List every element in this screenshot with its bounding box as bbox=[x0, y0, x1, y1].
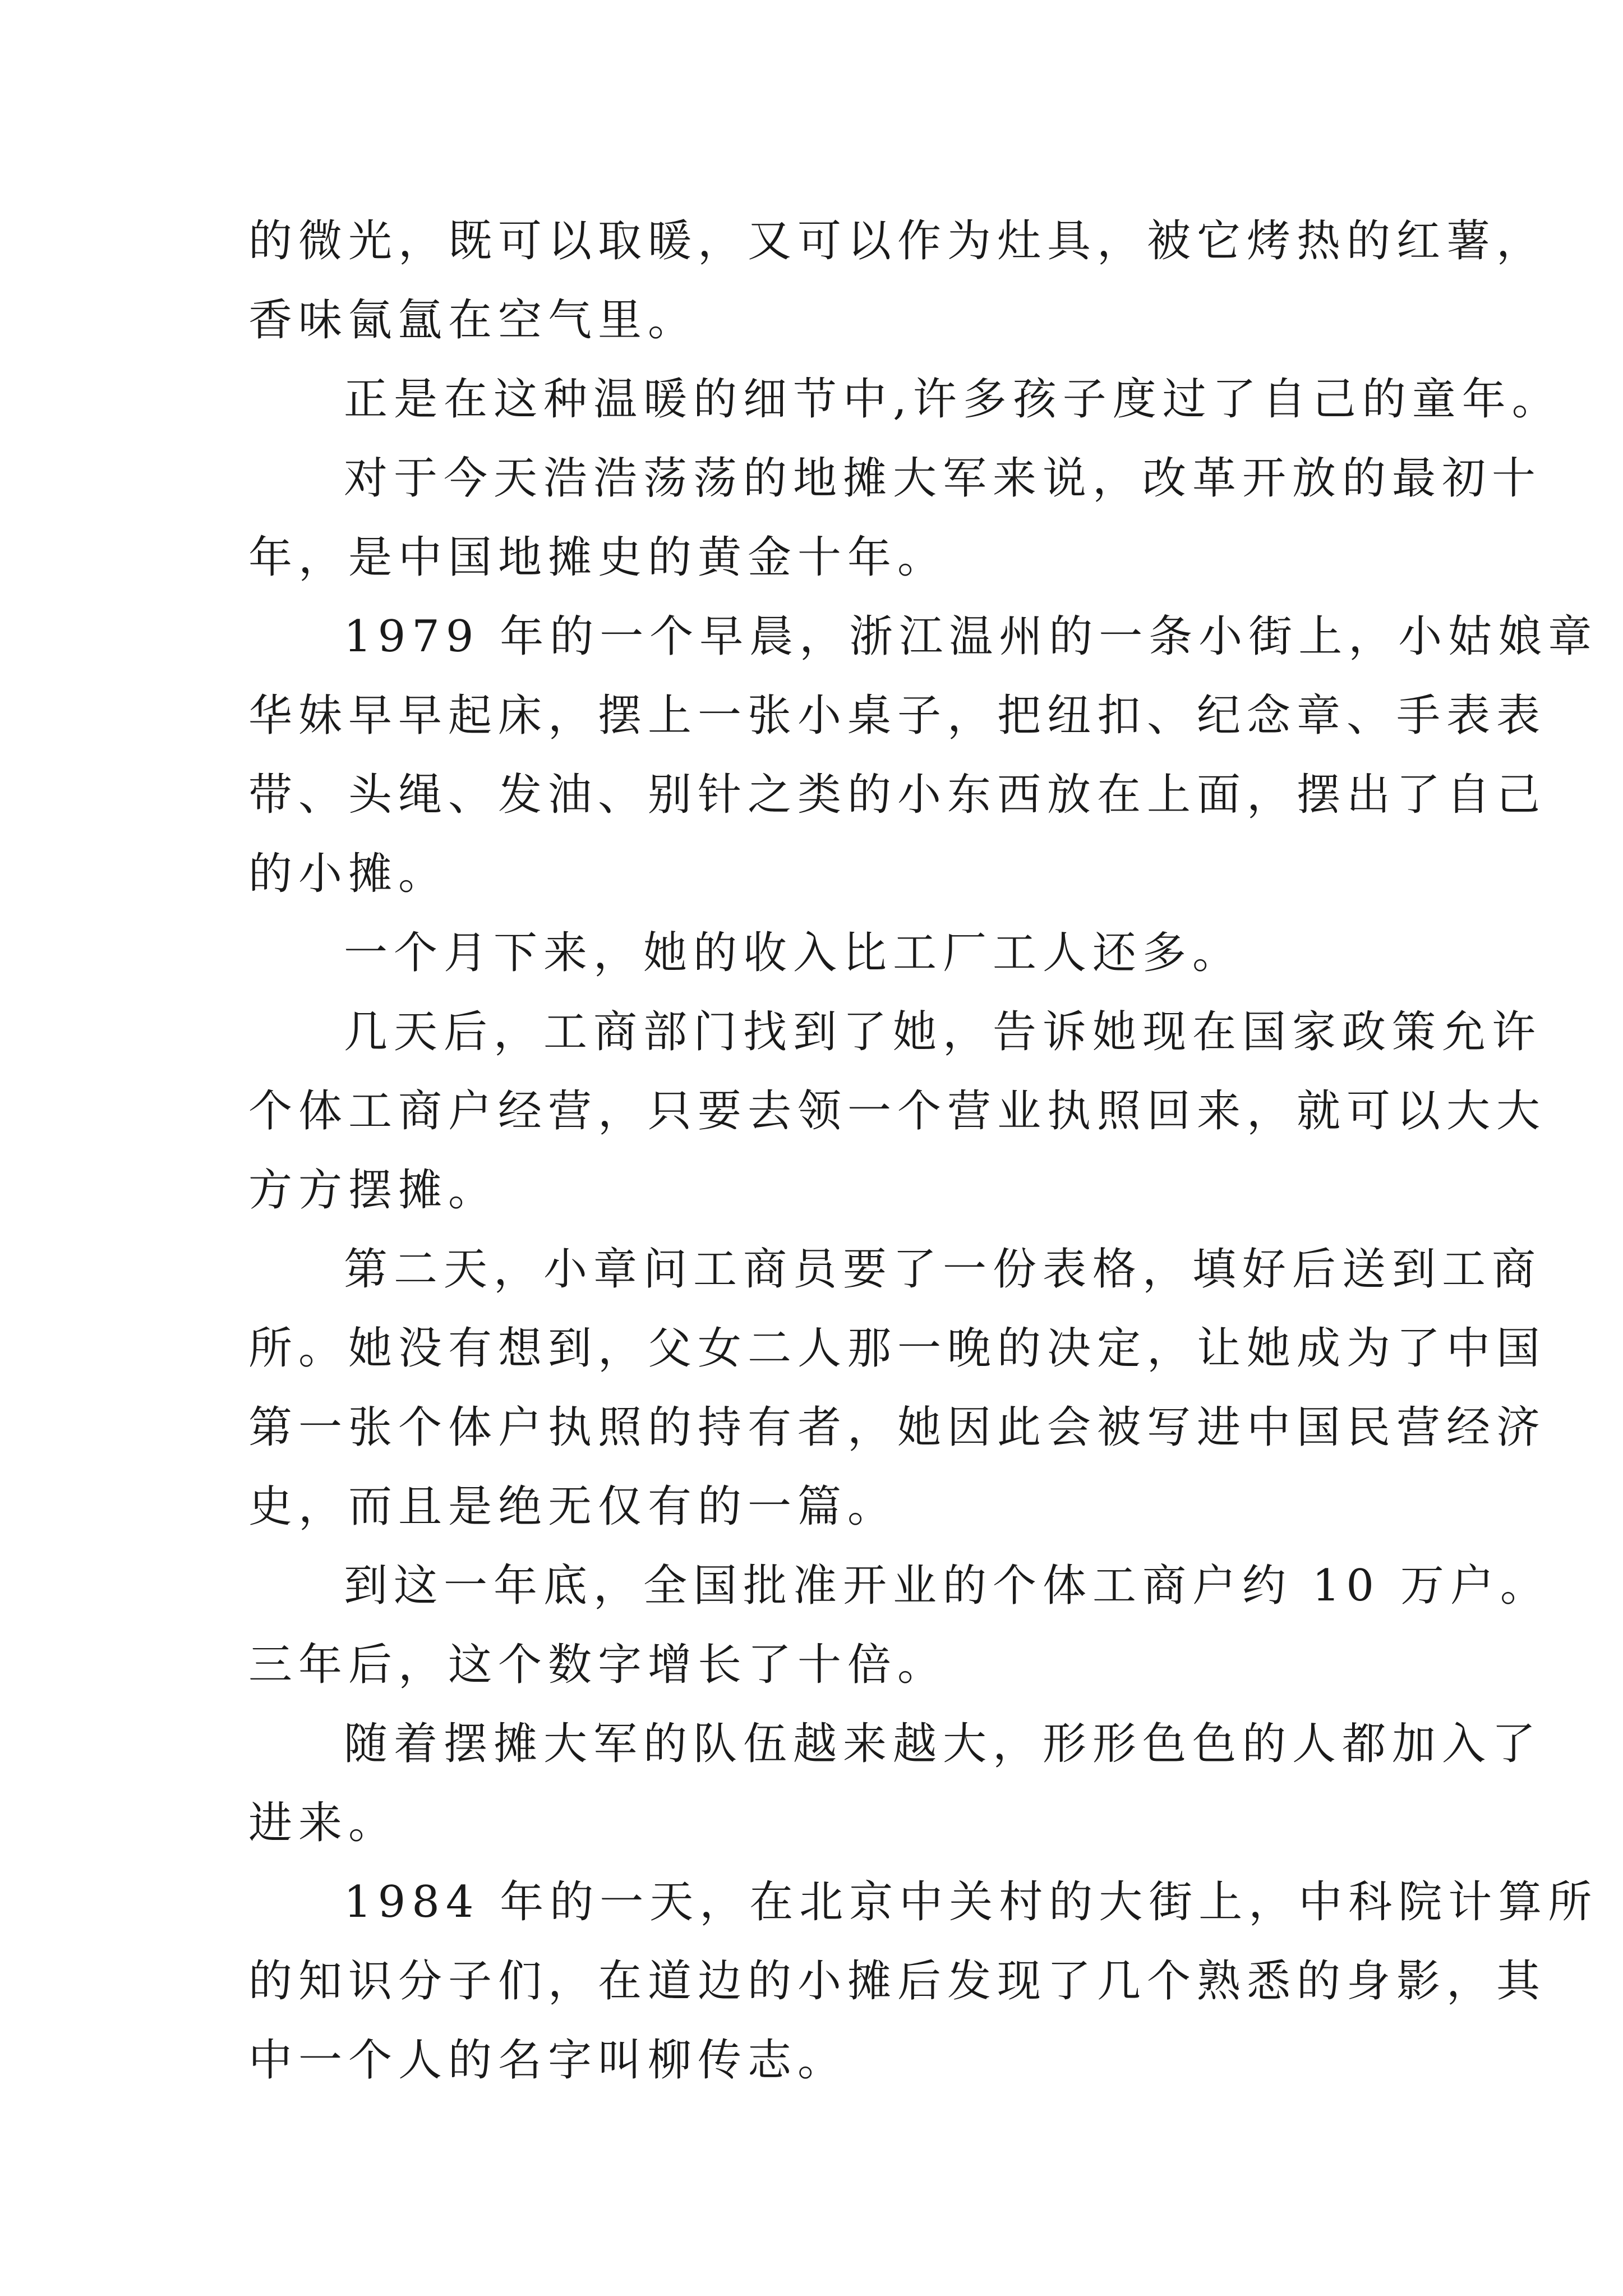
text-line: 年，是中国地摊史的黄金十年。 bbox=[248, 532, 948, 583]
text-line: 一个月下来，她的收入比工厂工人还多。 bbox=[344, 928, 1243, 978]
text-line: 1979 年的一个早晨，浙江温州的一条小街上，小姑娘章 bbox=[344, 611, 1598, 662]
text-line: 带、头绳、发油、别针之类的小东西放在上面，摆出了自己 bbox=[248, 770, 1547, 820]
text-line: 正是在这种温暖的细节中,许多孩子度过了自己的童年。 bbox=[344, 374, 1562, 425]
text-line: 随着摆摊大军的队伍越来越大，形形色色的人都加入了 bbox=[344, 1719, 1542, 1769]
text-line: 1984 年的一天，在北京中关村的大街上，中科院计算所 bbox=[344, 1877, 1598, 1927]
text-line: 对于今天浩浩荡荡的地摊大军来说，改革开放的最初十 bbox=[344, 453, 1542, 504]
text-line: 第一张个体户执照的持有者，她因此会被写进中国民营经济 bbox=[248, 1402, 1547, 1453]
text-line: 第二天，小章问工商员要了一份表格，填好后送到工商 bbox=[344, 1244, 1542, 1295]
text-line: 中一个人的名字叫柳传志。 bbox=[248, 2035, 848, 2086]
body-text bbox=[248, 202, 1598, 2100]
text-line: 的知识分子们，在道边的小摊后发现了几个熟悉的身影，其 bbox=[248, 1956, 1547, 2007]
text-line: 几天后，工商部门找到了她，告诉她现在国家政策允许 bbox=[344, 1007, 1542, 1057]
text-line: 方方摆摊。 bbox=[248, 1165, 499, 1216]
text-line: 的小摊。 bbox=[248, 849, 449, 899]
text-line: 到这一年底，全国批准开业的个体工商户约 10 万户。 bbox=[344, 1561, 1550, 1611]
text-line: 香味氤氲在空气里。 bbox=[248, 295, 698, 346]
text-line: 个体工商户经营，只要去领一个营业执照回来，就可以大大 bbox=[248, 1086, 1547, 1137]
text-line: 华妹早早起床，摆上一张小桌子，把纽扣、纪念章、手表表 bbox=[248, 691, 1547, 741]
text-line: 所。她没有想到，父女二人那一晚的决定，让她成为了中国 bbox=[248, 1323, 1547, 1374]
text-line: 进来。 bbox=[248, 1798, 399, 1848]
text-line: 三年后，这个数字增长了十倍。 bbox=[248, 1640, 948, 1690]
text-line: 的微光，既可以取暖，又可以作为灶具，被它烤热的红薯， bbox=[248, 216, 1547, 266]
text-line: 史，而且是绝无仅有的一篇。 bbox=[248, 1481, 898, 1532]
